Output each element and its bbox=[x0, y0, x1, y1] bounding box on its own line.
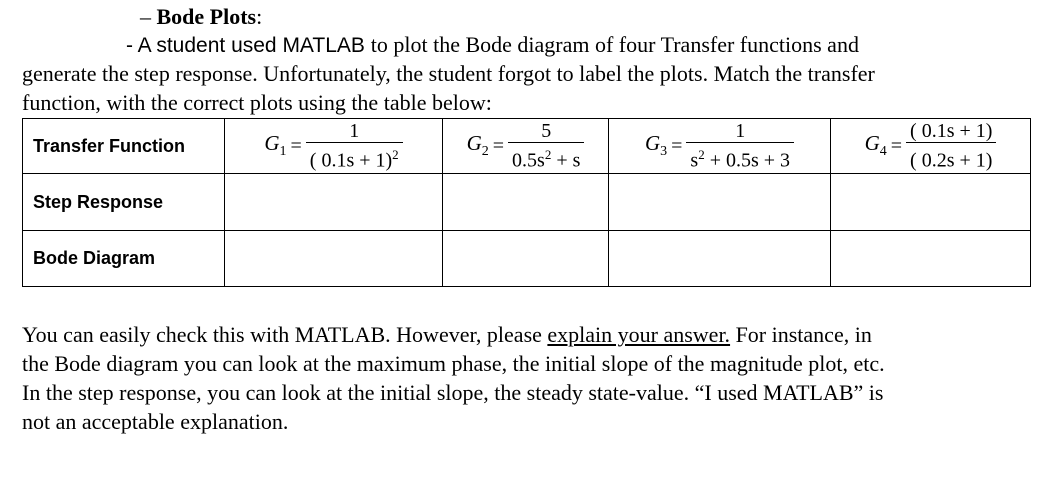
heading-colon: : bbox=[256, 4, 263, 29]
denominator-g1: ( 0.1s + 1)$^2$ bbox=[306, 142, 403, 173]
table-row-step-response bbox=[23, 174, 1031, 231]
outro-line-4: not an acceptable explanation. bbox=[22, 409, 289, 434]
matching-table bbox=[22, 118, 1031, 287]
denominator-g3: $s^2 + 0.5s + 3$ bbox=[686, 142, 794, 173]
tf-eq-g1: = bbox=[290, 134, 302, 157]
intro-line-1 bbox=[126, 30, 1006, 60]
cell-g3 bbox=[609, 119, 831, 174]
tf-eq-g3: = bbox=[671, 134, 683, 157]
heading-title: Bode Plots bbox=[156, 4, 257, 29]
numerator-g2: 5 bbox=[541, 119, 552, 142]
tf-name-g4: $G_4$ bbox=[864, 131, 887, 160]
cell-g2 bbox=[443, 119, 609, 174]
outro-line-1 bbox=[22, 320, 872, 349]
numerator-g4: ( 0.1s + 1) bbox=[910, 119, 993, 142]
row-header-step-response: Step Response bbox=[23, 174, 225, 231]
tf-eq-g2: = bbox=[492, 134, 505, 157]
explain-answer-emphasis: explain your answer. bbox=[547, 322, 731, 347]
outro-line-1-pre: You can easily check this with MATLAB. However, please bbox=[22, 322, 548, 347]
denominator-g4: ( 0.2s + 1) bbox=[906, 142, 996, 173]
answer-cell-bode-g2[interactable] bbox=[443, 231, 609, 287]
cell-g1 bbox=[225, 119, 443, 174]
intro-lead: - A student used MATLAB bbox=[126, 34, 371, 57]
tf-name-g1: $G_1$ bbox=[264, 131, 287, 160]
intro-line-3: function, with the correct plots using the table below: bbox=[22, 90, 492, 115]
heading-dash: – bbox=[140, 4, 157, 29]
outro-line-3: In the step response, you can look at the initial slope, the steady state-value. “I used MATLAB” is bbox=[22, 380, 884, 405]
cell-g4 bbox=[831, 119, 1031, 174]
row-header-transfer-function: Transfer Function bbox=[23, 119, 225, 174]
intro-line-1-text: to plot the Bode diagram of four Transfer functions and bbox=[370, 32, 859, 57]
tf-name-g2: $G_2$ bbox=[466, 131, 489, 160]
answer-cell-step-g4[interactable] bbox=[831, 174, 1031, 231]
answer-cell-step-g1[interactable] bbox=[225, 174, 443, 231]
tf-name-g3: $G_3$ bbox=[644, 131, 668, 160]
tf-eq-g4: = bbox=[890, 134, 903, 157]
answer-cell-bode-g4[interactable] bbox=[831, 231, 1031, 287]
outro-line-1-post: For instance, in bbox=[730, 322, 872, 347]
section-heading bbox=[140, 4, 262, 30]
row-header-bode-diagram: Bode Diagram bbox=[23, 231, 225, 287]
fraction-g2 bbox=[508, 120, 584, 173]
fraction-g1 bbox=[306, 120, 403, 173]
answer-cell-bode-g1[interactable] bbox=[225, 231, 443, 287]
fraction-g3 bbox=[686, 120, 794, 173]
answer-cell-step-g2[interactable] bbox=[443, 174, 609, 231]
fraction-g4 bbox=[906, 120, 996, 173]
numerator-g3: 1 bbox=[735, 119, 746, 142]
table-row-bode-diagram bbox=[23, 231, 1031, 287]
numerator-g1: 1 bbox=[349, 119, 360, 142]
outro-line-2: the Bode diagram you can look at the maximum phase, the initial slope of the magnitude plot, etc. bbox=[22, 351, 885, 376]
answer-cell-bode-g3[interactable] bbox=[609, 231, 831, 287]
table-row-transfer-function bbox=[23, 119, 1031, 174]
answer-cell-step-g3[interactable] bbox=[609, 174, 831, 231]
intro-line-2: generate the step response. Unfortunately, the student forgot to label the plots. Match the transfer bbox=[22, 61, 875, 86]
denominator-g2: $0.5s^2 + s$ bbox=[508, 142, 584, 173]
